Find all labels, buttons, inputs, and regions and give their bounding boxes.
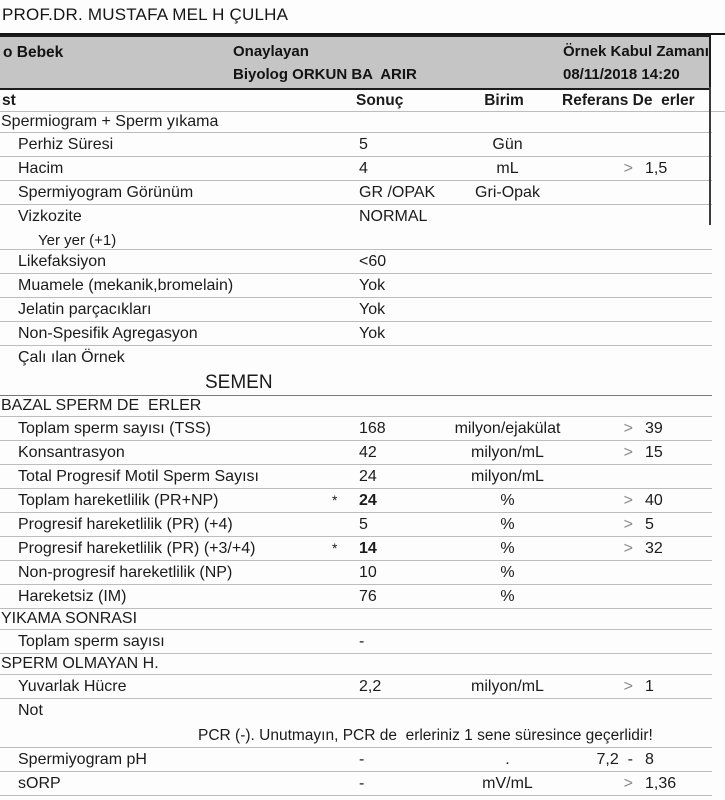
unit-value: milyon/mL bbox=[471, 443, 544, 461]
table-row bbox=[0, 441, 712, 465]
table-row bbox=[0, 561, 712, 585]
result-value: Yok bbox=[359, 276, 386, 294]
result-value: 168 bbox=[359, 419, 386, 437]
reference-value: 40 bbox=[645, 491, 663, 509]
result-value: <60 bbox=[359, 252, 387, 270]
table-row bbox=[0, 112, 712, 133]
flag-asterisk: * bbox=[332, 491, 338, 508]
test-name-label: Toplam sperm sayısı bbox=[18, 632, 165, 650]
test-name bbox=[0, 655, 330, 673]
reference-operator: 7,2 - bbox=[596, 750, 633, 768]
column-header-unit: Birim bbox=[484, 91, 524, 109]
reference-value: 32 bbox=[645, 539, 663, 557]
result-value: 10 bbox=[359, 563, 377, 581]
result-value: Yok bbox=[359, 300, 386, 318]
test-name bbox=[0, 516, 330, 534]
reference-operator: > bbox=[623, 539, 633, 557]
result-value: 5 bbox=[359, 515, 368, 533]
test-name bbox=[0, 588, 330, 606]
sample-accept-time-value: 08/11/2018 14:20 bbox=[563, 66, 680, 83]
test-name-label: BAZAL SPERM DE ERLER bbox=[1, 397, 202, 414]
reference-operator: > bbox=[623, 774, 633, 792]
table-row bbox=[0, 723, 712, 748]
test-name-label: Total Progresif Motil Sperm Sayısı bbox=[18, 467, 259, 485]
result-value: NORMAL bbox=[359, 208, 428, 225]
table-row bbox=[0, 346, 712, 370]
reference-value: 39 bbox=[645, 419, 663, 437]
table-row bbox=[0, 630, 712, 654]
table-row bbox=[0, 513, 712, 537]
test-name bbox=[0, 184, 330, 202]
test-name bbox=[0, 160, 330, 178]
test-name-label: Not bbox=[18, 702, 43, 719]
test-name bbox=[0, 678, 330, 696]
test-name bbox=[0, 775, 330, 793]
result-value: - bbox=[359, 750, 365, 768]
table-row bbox=[0, 489, 712, 513]
test-name bbox=[0, 136, 330, 154]
test-name-label: SEMEN bbox=[205, 372, 273, 393]
test-name-label: sORP bbox=[18, 774, 61, 792]
table-row bbox=[0, 322, 712, 346]
test-name-label: Çalı ılan Örnek bbox=[18, 349, 125, 366]
result-value: 24 bbox=[359, 491, 377, 509]
result-value: Yok bbox=[359, 324, 386, 342]
table-row bbox=[0, 396, 712, 417]
unit-value: milyon/ejakülat bbox=[454, 419, 561, 437]
results-table bbox=[0, 112, 712, 796]
result-value: 24 bbox=[359, 467, 377, 485]
table-row bbox=[0, 417, 712, 441]
test-name-label: Vizkozite bbox=[18, 208, 82, 225]
test-name-label: Toplam sperm sayısı (TSS) bbox=[18, 419, 211, 437]
table-row bbox=[0, 609, 712, 630]
column-header-reference: Referans De erler bbox=[562, 91, 695, 109]
unit-value: % bbox=[500, 491, 515, 509]
report-meta-bar bbox=[0, 35, 711, 90]
test-name bbox=[0, 420, 330, 438]
table-row bbox=[0, 772, 712, 796]
flag-asterisk: * bbox=[332, 539, 338, 556]
table-row bbox=[0, 298, 712, 322]
unit-value: % bbox=[500, 515, 515, 533]
test-name bbox=[0, 540, 330, 558]
table-row bbox=[0, 133, 712, 157]
reference-operator: > bbox=[623, 419, 633, 437]
result-value: - bbox=[359, 632, 365, 650]
table-right-border bbox=[709, 87, 711, 225]
test-name bbox=[0, 370, 712, 396]
test-name bbox=[0, 468, 330, 486]
unit-value: % bbox=[500, 539, 515, 557]
test-name bbox=[0, 633, 330, 651]
reference-value: 1,5 bbox=[645, 159, 668, 177]
test-name bbox=[0, 564, 330, 582]
test-name-label: Muamele (mekanik,bromelain) bbox=[18, 276, 234, 294]
reference-value: 5 bbox=[645, 515, 654, 533]
result-value: - bbox=[359, 774, 365, 792]
unit-value: mL bbox=[496, 159, 519, 177]
table-row bbox=[0, 181, 712, 205]
reference-value: 8 bbox=[645, 750, 654, 768]
test-name-label: PCR (-). Unutmayın, PCR de erleriniz 1 sene süresince geçerlidir! bbox=[198, 727, 653, 744]
table-row bbox=[0, 370, 712, 396]
reference-operator: > bbox=[623, 677, 633, 695]
approver-label: Onaylayan bbox=[233, 43, 309, 60]
test-name-label: Perhiz Süresi bbox=[18, 135, 114, 153]
test-name-label: Konsantrasyon bbox=[18, 443, 125, 461]
table-row bbox=[0, 675, 712, 699]
unit-value: Gün bbox=[492, 135, 523, 153]
table-row bbox=[0, 205, 712, 250]
reference-value: 1,36 bbox=[645, 774, 677, 792]
table-header-row bbox=[0, 90, 725, 112]
unit-value: Gri-Opak bbox=[475, 183, 540, 201]
result-value: 42 bbox=[359, 443, 377, 461]
test-name bbox=[0, 113, 330, 131]
table-row bbox=[0, 465, 712, 489]
test-name bbox=[0, 444, 330, 462]
result-value: 14 bbox=[359, 539, 377, 557]
test-name-label: Hareketsiz (IM) bbox=[18, 587, 127, 605]
test-name-label: Yuvarlak Hücre bbox=[18, 677, 127, 695]
test-name bbox=[0, 751, 330, 769]
unit-value: . bbox=[505, 750, 510, 768]
table-row bbox=[0, 748, 712, 772]
unit-value: % bbox=[500, 587, 515, 605]
test-name-label: Hacim bbox=[18, 159, 64, 177]
test-name bbox=[0, 492, 330, 510]
test-name-label: Progresif hareketlilik (PR) (+4) bbox=[18, 515, 233, 533]
test-name-label: Non-Spesifik Agregasyon bbox=[18, 324, 198, 342]
test-name-label: Spermiyogram Görünüm bbox=[18, 183, 194, 201]
approver-name: Biyolog ORKUN BA ARIR bbox=[233, 66, 417, 83]
test-name-label: YIKAMA SONRASI bbox=[1, 610, 138, 627]
table-row bbox=[0, 250, 712, 274]
table-row bbox=[0, 654, 712, 675]
test-name bbox=[0, 325, 330, 343]
test-name-label: SPERM OLMAYAN H. bbox=[1, 655, 159, 672]
result-value: 76 bbox=[359, 587, 377, 605]
doctor-name: PROF.DR. MUSTAFA MEL H ÇULHA bbox=[2, 5, 289, 24]
column-header-test: st bbox=[2, 91, 16, 109]
reference-operator: > bbox=[623, 515, 633, 533]
test-name-label: Spermiyogram pH bbox=[18, 750, 147, 768]
test-name-label: Likefaksiyon bbox=[18, 252, 107, 270]
unit-value: % bbox=[500, 563, 515, 581]
test-name bbox=[0, 277, 330, 295]
test-name bbox=[0, 397, 330, 415]
table-row bbox=[0, 585, 712, 609]
unit-value: milyon/mL bbox=[471, 677, 544, 695]
reference-operator: > bbox=[623, 159, 633, 177]
test-name bbox=[0, 208, 330, 249]
result-value: 2,2 bbox=[359, 677, 382, 695]
reference-operator: > bbox=[623, 491, 633, 509]
test-name bbox=[0, 349, 330, 367]
table-row bbox=[0, 537, 712, 561]
reference-value: 15 bbox=[645, 443, 663, 461]
table-row bbox=[0, 157, 712, 181]
test-name-label: Non-progresif hareketlilik (NP) bbox=[18, 563, 233, 581]
result-value: GR /OPAK bbox=[359, 183, 436, 201]
clinic-name: o Bebek bbox=[3, 44, 64, 61]
unit-value: mV/mL bbox=[482, 774, 533, 792]
result-value: 5 bbox=[359, 135, 368, 153]
test-name bbox=[0, 723, 712, 748]
column-header-result: Sonuç bbox=[356, 91, 404, 109]
unit-value: milyon/mL bbox=[471, 467, 544, 485]
reference-operator: > bbox=[623, 443, 633, 461]
test-name-label: Spermiogram + Sperm yıkama bbox=[1, 113, 219, 130]
test-name bbox=[0, 301, 330, 319]
table-row bbox=[0, 274, 712, 298]
table-row bbox=[0, 699, 712, 723]
test-name bbox=[0, 702, 330, 720]
test-name bbox=[0, 253, 330, 271]
test-name bbox=[0, 610, 330, 628]
test-name-label: Toplam hareketlilik (PR+NP) bbox=[18, 491, 219, 509]
test-name-subline: Yer yer (+1) bbox=[38, 232, 117, 249]
test-name-label: Progresif hareketlilik (PR) (+3/+4) bbox=[18, 539, 256, 557]
sample-accept-time-label: Örnek Kabul Zamanı bbox=[563, 43, 709, 60]
reference-value: 1 bbox=[645, 677, 654, 695]
result-value: 4 bbox=[359, 159, 368, 177]
test-name-label: Jelatin parçacıkları bbox=[18, 300, 152, 318]
